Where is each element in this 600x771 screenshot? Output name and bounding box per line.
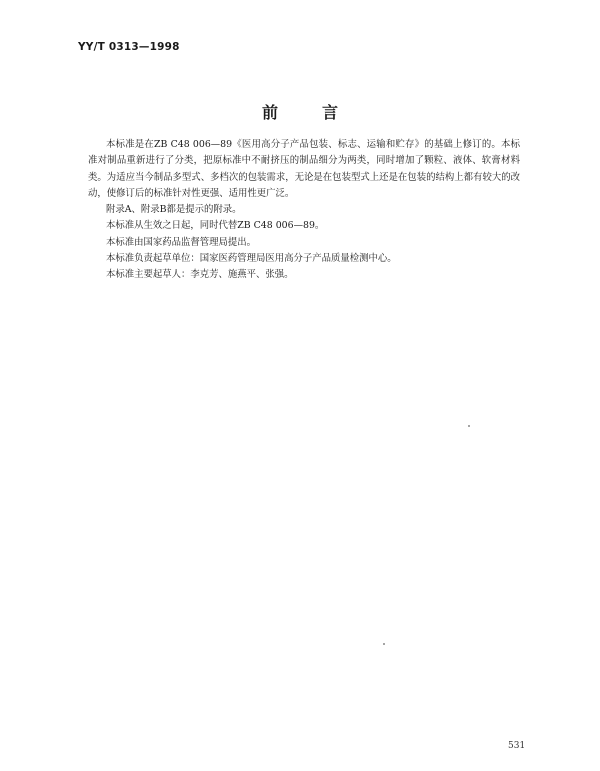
paragraph-appendices: 附录A、附录B都是提示的附录。 (106, 204, 242, 216)
standard-code: YY/T 0313—1998 (78, 41, 180, 53)
page-number: 531 (508, 741, 526, 751)
paragraph-drafters: 本标准主要起草人：李克芳、施燕平、张强。 (106, 269, 294, 281)
scan-speck (468, 425, 470, 427)
paragraph-effective-date: 本标准从生效之日起，同时代替ZB C48 006—89。 (106, 220, 325, 232)
scan-speck (383, 643, 385, 645)
paragraph-proposed-by: 本标准由国家药品监督管理局提出。 (106, 236, 257, 248)
paragraph-revision-basis: 本标准是在ZB C48 006—89《医用高分子产品包装、标志、运输和贮存》的基础上修订的。本标准对制品重新进行了分类，把原标准中不耐挤压的制品细分为两类，同时增加了颗粒、液体、软膏材料类。为适应当今制品多型式、多档次的包装需求，无论是在包装型式上还是在包装的结构上都有较大的改动，使修订后的标准针对性更强、适用性更广泛。 (88, 139, 520, 199)
foreword-body (88, 137, 520, 284)
paragraph-drafting-unit: 本标准负责起草单位：国家医药管理局医用高分子产品质量检测中心。 (106, 253, 397, 265)
page-heading: 前言 (261, 103, 382, 122)
